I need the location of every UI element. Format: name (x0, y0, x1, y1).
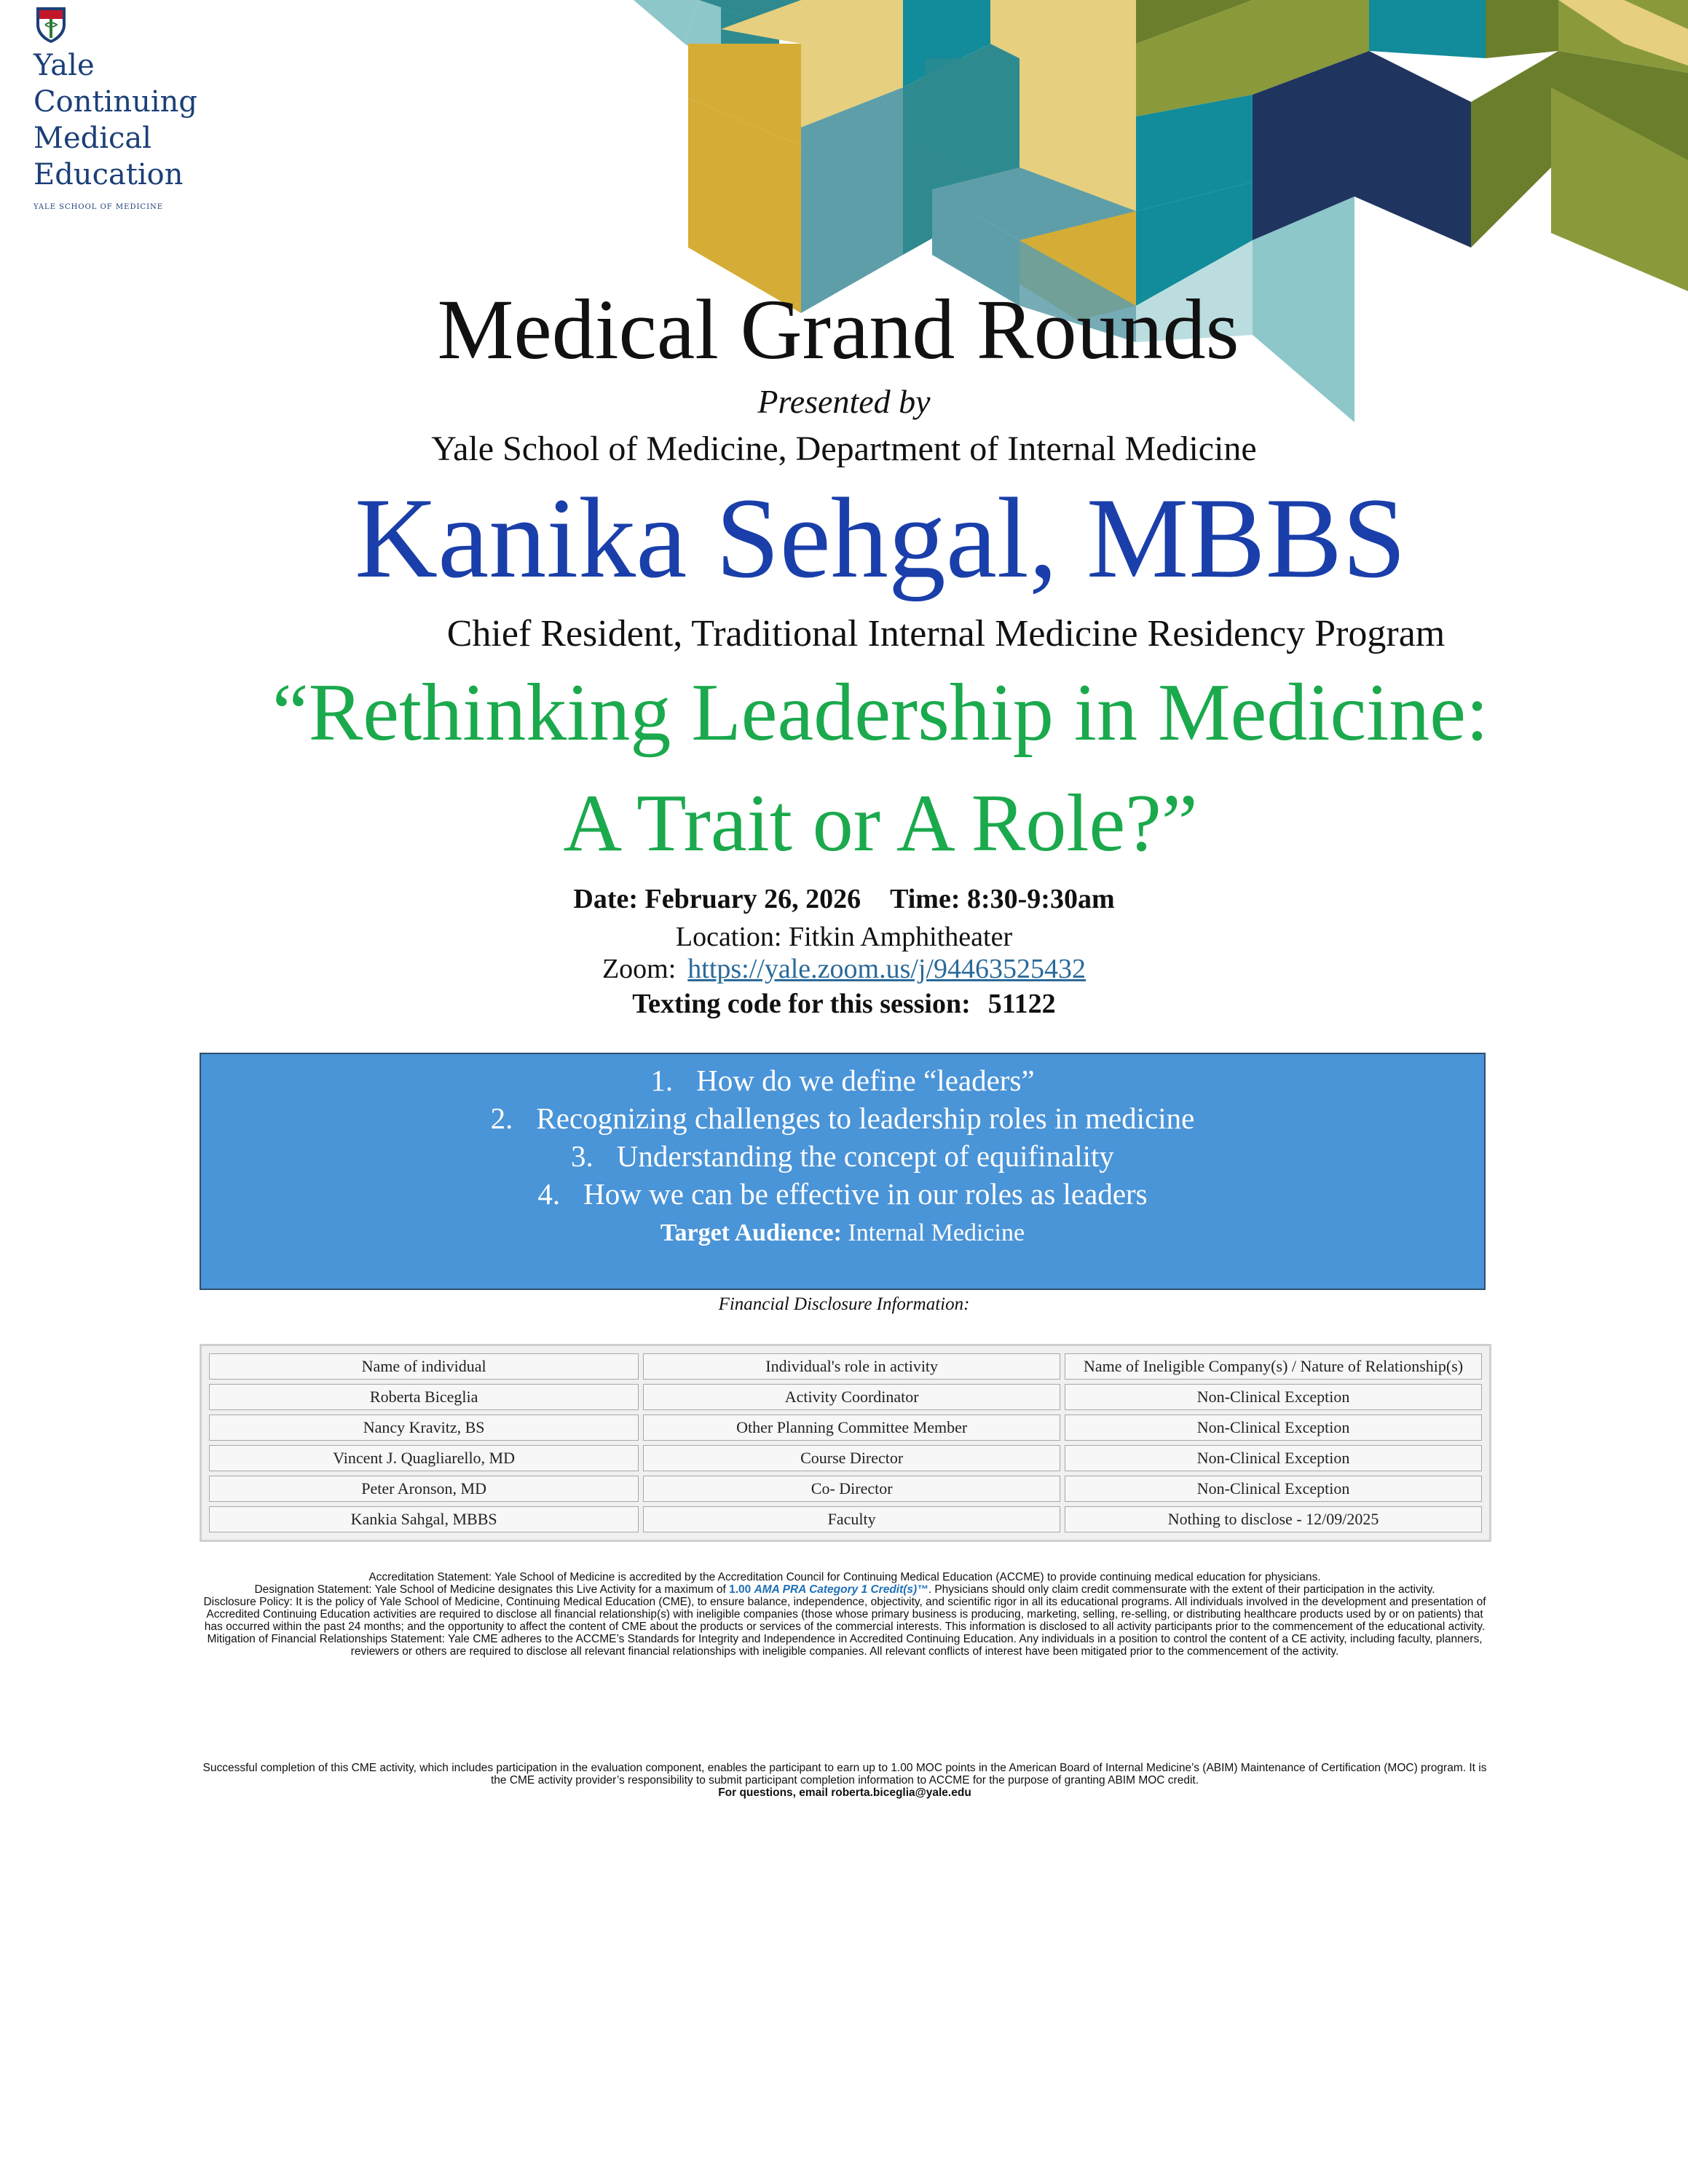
mitigation-statement: Mitigation of Financial Relationships Statement: Yale CME adheres to the ACCME’s Standards for Integrity and Independence in Accredited Continuing Education. Any individuals in a position to control the content of a CE activity, including faculty, planners, reviewers or others are required to disclose all relevant financial relationships with ineligible companies. All relevant conflicts of interest have been mitigated prior to the commencement of the activity. (207, 1633, 1483, 1658)
speaker-name: Kanika Sehgal, MBBS (355, 475, 1406, 602)
table-cell: Course Director (643, 1445, 1060, 1471)
objective-text: How do we define “leaders” (696, 1064, 1035, 1097)
credit-number: 1.00 (729, 1583, 754, 1596)
target-audience (201, 1217, 1484, 1249)
audience-label: Target Audience: (660, 1219, 842, 1246)
designation-statement (197, 1583, 1493, 1596)
objective-item (201, 1099, 1484, 1137)
objective-number: 3. (571, 1139, 593, 1173)
table-row (209, 1415, 1482, 1441)
table-cell: Nothing to disclose - 12/09/2025 (1065, 1506, 1482, 1532)
objectives-box (200, 1053, 1486, 1290)
texting-label: Texting code for this session: (632, 989, 971, 1019)
accreditation-block (197, 1571, 1493, 1658)
texting-code-line (0, 986, 1688, 1022)
presented-by: Presented by (757, 383, 931, 420)
designation-post: . Physicians should only claim credit commensurate with the extent of their participation in the activity. (928, 1583, 1435, 1596)
objective-text: Recognizing challenges to leadership roles in medicine (536, 1101, 1195, 1135)
zoom-link[interactable]: https://yale.zoom.us/j/94463525432 (687, 954, 1086, 984)
table-cell: Kankia Sahgal, MBBS (209, 1506, 639, 1532)
department: Yale School of Medicine, Department of Internal Medicine (431, 430, 1257, 468)
event-time: Time: 8:30-9:30am (890, 884, 1115, 914)
table-cell: Non-Clinical Exception (1065, 1476, 1482, 1502)
talk-title-line-2: A Trait or A Role?” (563, 778, 1198, 869)
table-cell: Faculty (643, 1506, 1060, 1532)
page-title: Medical Grand Rounds (437, 282, 1239, 377)
moc-statement: Successful completion of this CME activity, which includes participation in the evaluation component, enables the participant to earn up to 1.00 MOC points in the American Board of Internal Medicine’s (ABIM) Maintenance of Certification (MOC) program. It is the CME activity provider’s responsibility to submit participant completion information to ACCME for the purpose of granting ABIM MOC credit. (202, 1762, 1487, 1787)
accreditation-statement: Accreditation Statement: Yale School of Medicine is accredited by the Accreditation Council for Continuing Medical Education (ACCME) to provide continuing medical education for physicians. (368, 1571, 1321, 1583)
objective-item (201, 1137, 1484, 1175)
texting-code: 51122 (987, 989, 1056, 1019)
table-cell: Non-Clinical Exception (1065, 1384, 1482, 1410)
disclosure-table (200, 1344, 1491, 1542)
objective-number: 4. (537, 1177, 561, 1211)
table-cell: Peter Aronson, MD (209, 1476, 639, 1502)
table-cell: Nancy Kravitz, BS (209, 1415, 639, 1441)
disclosure-policy: Disclosure Policy: It is the policy of Yale School of Medicine, Continuing Medical Education (CME), to ensure balance, independence, objectivity, and scientific rigor in all its educational programs. All individuals involved in the development and presentation of Accredited Continuing Education activities are required to disclose all financial relationship(s) with ineligible companies (those whose primary business is producing, marketing, selling, re-selling, or distributing healthcare products used by or on patients) that has occurred within the past 24 months; and the opportunity to affect the content of CME about the products or services of the commercial interests. This information is disclosed to all activity participants prior to the commencement of the educational activity. (203, 1596, 1486, 1633)
credit-name: AMA PRA Category 1 Credit(s)™ (754, 1583, 928, 1596)
table-row (209, 1476, 1482, 1502)
moc-block (197, 1762, 1493, 1799)
table-cell: Activity Coordinator (643, 1384, 1060, 1410)
table-row (209, 1445, 1482, 1471)
yale-shield-icon (35, 6, 67, 44)
objective-item (201, 1175, 1484, 1213)
logo-line-yale: Yale (33, 49, 95, 82)
header-cell: Individual's role in activity (643, 1353, 1060, 1380)
designation-pre: Designation Statement: Yale School of Medicine designates this Live Activity for a maximum of (254, 1583, 730, 1596)
zoom-line (0, 951, 1688, 987)
objective-number: 2. (490, 1101, 513, 1135)
header-cell: Name of individual (209, 1353, 639, 1380)
zoom-label: Zoom: (602, 954, 677, 984)
objective-item (201, 1061, 1484, 1099)
header-cell: Name of Ineligible Company(s) / Nature of Relationship(s) (1065, 1353, 1482, 1380)
table-cell: Non-Clinical Exception (1065, 1445, 1482, 1471)
logo-subtitle: YALE SCHOOL OF MEDICINE (33, 203, 164, 211)
table-cell: Vincent J. Quagliarello, MD (209, 1445, 639, 1471)
table-row (209, 1506, 1482, 1532)
objectives-list (201, 1061, 1484, 1213)
talk-title-line-1: “Rethinking Leadership in Medicine: (272, 668, 1489, 758)
credit-amount (729, 1583, 928, 1596)
objective-text: How we can be effective in our roles as leaders (583, 1177, 1148, 1211)
table-row (209, 1384, 1482, 1410)
table-cell: Co- Director (643, 1476, 1060, 1502)
financial-disclosure-title: Financial Disclosure Information: (718, 1294, 970, 1314)
questions-contact: For questions, email roberta.biceglia@yale.edu (718, 1787, 971, 1799)
speaker-role: Chief Resident, Traditional Internal Medicine Residency Program (446, 613, 1446, 654)
table-cell: Other Planning Committee Member (643, 1415, 1060, 1441)
event-date: Date: February 26, 2026 (573, 884, 861, 914)
objective-number: 1. (650, 1064, 674, 1097)
table-header-row (209, 1353, 1482, 1380)
event-location: Location: Fitkin Amphitheater (675, 922, 1013, 952)
table-cell: Roberta Biceglia (209, 1384, 639, 1410)
objective-text: Understanding the concept of equifinality (616, 1139, 1114, 1173)
date-time-line (0, 881, 1688, 917)
table-cell: Non-Clinical Exception (1065, 1415, 1482, 1441)
logo-line-medical: Medical (33, 122, 152, 155)
logo-line-continuing: Continuing (33, 85, 197, 119)
audience-value: Internal Medicine (848, 1219, 1025, 1246)
logo-line-education: Education (33, 158, 184, 191)
yale-cme-logo (33, 6, 201, 211)
